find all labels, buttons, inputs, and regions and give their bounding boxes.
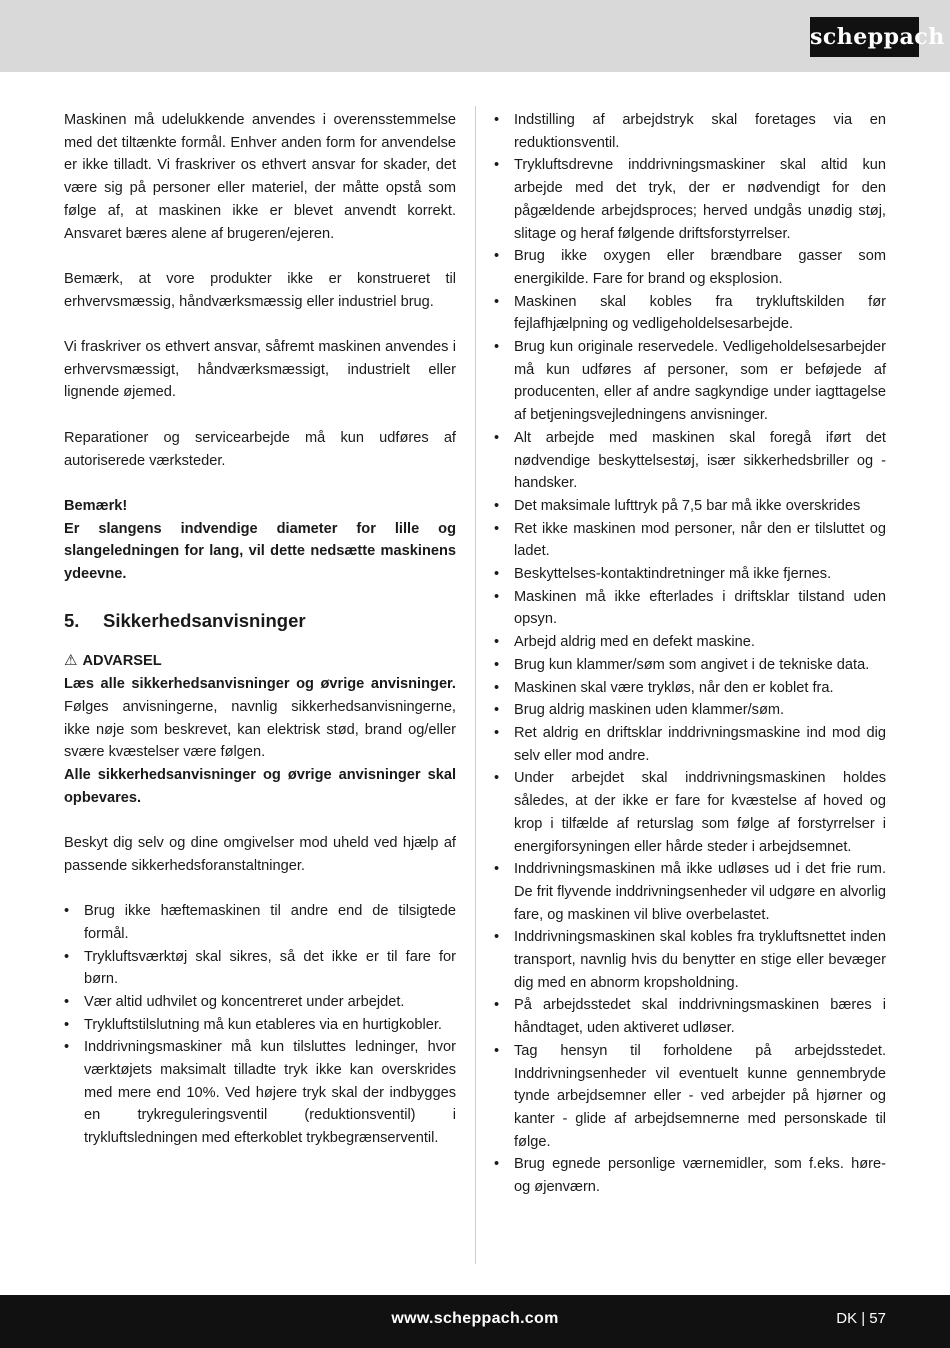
section-heading <box>64 608 456 634</box>
list-item: • Alt arbejde med maskinen skal foregå iført det nødvendige beskyttelsestøj, især sikkerhedsbriller og -handsker. <box>494 427 886 495</box>
intended-use-paragraph: Maskinen må udelukkende anvendes i overensstemmelse med det tiltænkte formål. Enhver anden form for anvendelse er ikke tilladt. Vi fraskriver os ethvert ansvar for skader, det være sig på personer eller materiel, der måtte opstå som følge af, at maskinen ikke er blevet anvendt korrekt. Ansvaret bæres alene af brugeren/ejeren. <box>64 112 456 242</box>
list-item: • Maskinen skal være trykløs, når den er koblet fra. <box>494 677 886 700</box>
warning-bold-keep: Alle sikkerhedsanvisninger og øvrige anvisninger skal opbevares. <box>64 766 456 806</box>
list-item: • Brug kun klammer/søm som angivet i de tekniske data. <box>494 654 886 677</box>
section-number: 5. <box>64 610 80 632</box>
warning-bold-read: Læs alle sikkerhedsanvisninger og øvrige anvisninger. <box>64 676 456 693</box>
list-item: • Brug aldrig maskinen uden klammer/søm. <box>494 699 886 722</box>
header-band <box>0 0 950 72</box>
list-item: • Det maksimale lufttryk på 7,5 bar må ikke overskrides <box>494 495 886 518</box>
warning-body <box>64 673 456 809</box>
liability-paragraph: Vi fraskriver os ethvert ansvar, såfremt maskinen anvendes i erhvervsmæssigt, håndværksmæssigt, industrielt eller lignende øjemed. <box>64 339 456 401</box>
list-item: • Inddrivningsmaskinen må ikke udløses ud i det frie rum. De frit flyvende inddrivningsenheder vil udgøre en alvorlig fare, og maskinen vil blive overbelastet. <box>494 858 886 926</box>
list-item: • Ret ikke maskinen mod personer, når den er tilsluttet og ladet. <box>494 518 886 563</box>
warning-triangle-icon: ⚠ <box>64 652 78 670</box>
list-item: • Vær altid udhvilet og koncentreret under arbejdet. <box>64 991 456 1014</box>
list-item: • Inddrivningsmaskinen skal kobles fra trykluftsnettet inden transport, navnlig hvis du benytter en stige eller bevæger dig med en abnorm kropsholdning. <box>494 926 886 994</box>
warning-label: ADVARSEL <box>82 653 162 670</box>
list-item: • Trykluftsværktøj skal sikres, så det ikke er til fare for børn. <box>64 946 456 991</box>
list-item: • Tag hensyn til forholdene på arbejdsstedet. Inddrivningsenheder vil eventuelt kunne gennembryde tynde arbejdsemner eller - ved arbejder på hjørner og kanter - glide af arbejdsemnerne med personskade til følge. <box>494 1040 886 1154</box>
left-bullet-list <box>64 900 456 1150</box>
footer-band <box>0 1295 950 1348</box>
notice-text: Er slangens indvendige diameter for lille og slangeledningen for lang, vil dette nedsætte maskinens ydeevne. <box>64 520 456 582</box>
warning-heading <box>64 650 456 673</box>
list-item: • Under arbejdet skal inddrivningsmaskinen holdes således, at der ikke er fare for kvæstelse af hoved og krop i tilfælde af returslag som følge af forstyrrelser i energiforsyningen eller hårde steder i arbejdsemnet. <box>494 767 886 858</box>
right-bullet-list <box>494 109 886 1199</box>
left-column <box>64 109 456 1150</box>
list-item: • Brug egnede personlige værnemidler, som f.eks. høre- og øjenværn. <box>494 1153 886 1198</box>
section-title: Sikkerhedsanvisninger <box>103 610 306 632</box>
list-item: • Trykluftstilslutning må kun etableres via en hurtigkobler. <box>64 1014 456 1037</box>
list-item: • Maskinen skal kobles fra trykluftskilden før fejlafhjælpning og vedligeholdelsesarbejde. <box>494 291 886 336</box>
list-item: • Maskinen må ikke efterlades i driftsklar tilstand uden opsyn. <box>494 586 886 631</box>
list-item: • Indstilling af arbejdstryk skal foretages via en reduktionsventil. <box>494 109 886 154</box>
protect-paragraph: Beskyt dig selv og dine omgivelser mod uheld ved hjælp af passende sikkerhedsforanstaltninger. <box>64 835 456 874</box>
repair-paragraph: Reparationer og servicearbejde må kun udføres af autoriserede værksteder. <box>64 429 456 469</box>
list-item: • Brug kun originale reservedele. Vedligeholdelsesarbejder må kun udføres af personer, som er beføjede af producenten, eller af andre sagkyndige under iagttagelse af betjeningsvejledningens anvisninger. <box>494 336 886 427</box>
list-item: • Ret aldrig en driftsklar inddrivningsmaskine ind mod dig selv eller mod andre. <box>494 722 886 767</box>
right-column <box>494 109 886 1199</box>
list-item: • Arbejd aldrig med en defekt maskine. <box>494 631 886 654</box>
hose-notice <box>64 495 456 586</box>
warning-text: Følges anvisningerne, navnlig sikkerhedsanvisningerne, ikke nøje som beskrevet, kan elektrisk stød, brand og/eller svære kvæstelser være følgen. <box>64 698 456 761</box>
notice-title: Bemærk! <box>64 497 128 514</box>
list-item: • På arbejdsstedet skal inddrivningsmaskinen bæres i håndtaget, uden aktiveret udløser. <box>494 994 886 1039</box>
list-item: • Trykluftsdrevne inddrivningsmaskiner skal altid kun arbejde med det tryk, der er nødvendigt for den pågældende arbejdsproces; herved undgås unødig støj, slitage og heraf følgende driftsforstyrrelser. <box>494 154 886 245</box>
list-item: • Brug ikke oxygen eller brændbare gasser som energikilde. Fare for brand og eksplosion. <box>494 245 886 290</box>
list-item: • Brug ikke hæftemaskinen til andre end de tilsigtede formål. <box>64 900 456 945</box>
scheppach-logo: scheppach <box>810 17 919 57</box>
commercial-use-paragraph: Bemærk, at vore produkter ikke er konstrueret til erhvervsmæssig, håndværksmæssig eller industriel brug. <box>64 270 456 310</box>
column-divider <box>475 106 476 1264</box>
list-item: • Inddrivningsmaskiner må kun tilsluttes ledninger, hvor værktøjets maksimalt tilladte tryk ikke kan overskrides med mere end 10%. Ved højere tryk skal der indbygges en trykreguleringsventil (reduktionsventil) i trykluftsledningen med efterkoblet trykbegrænserventil. <box>64 1036 456 1150</box>
page-number: DK | 57 <box>836 1310 886 1327</box>
list-item: • Beskyttelses-kontaktindretninger må ikke fjernes. <box>494 563 886 586</box>
website-link[interactable]: www.scheppach.com <box>391 1310 559 1327</box>
